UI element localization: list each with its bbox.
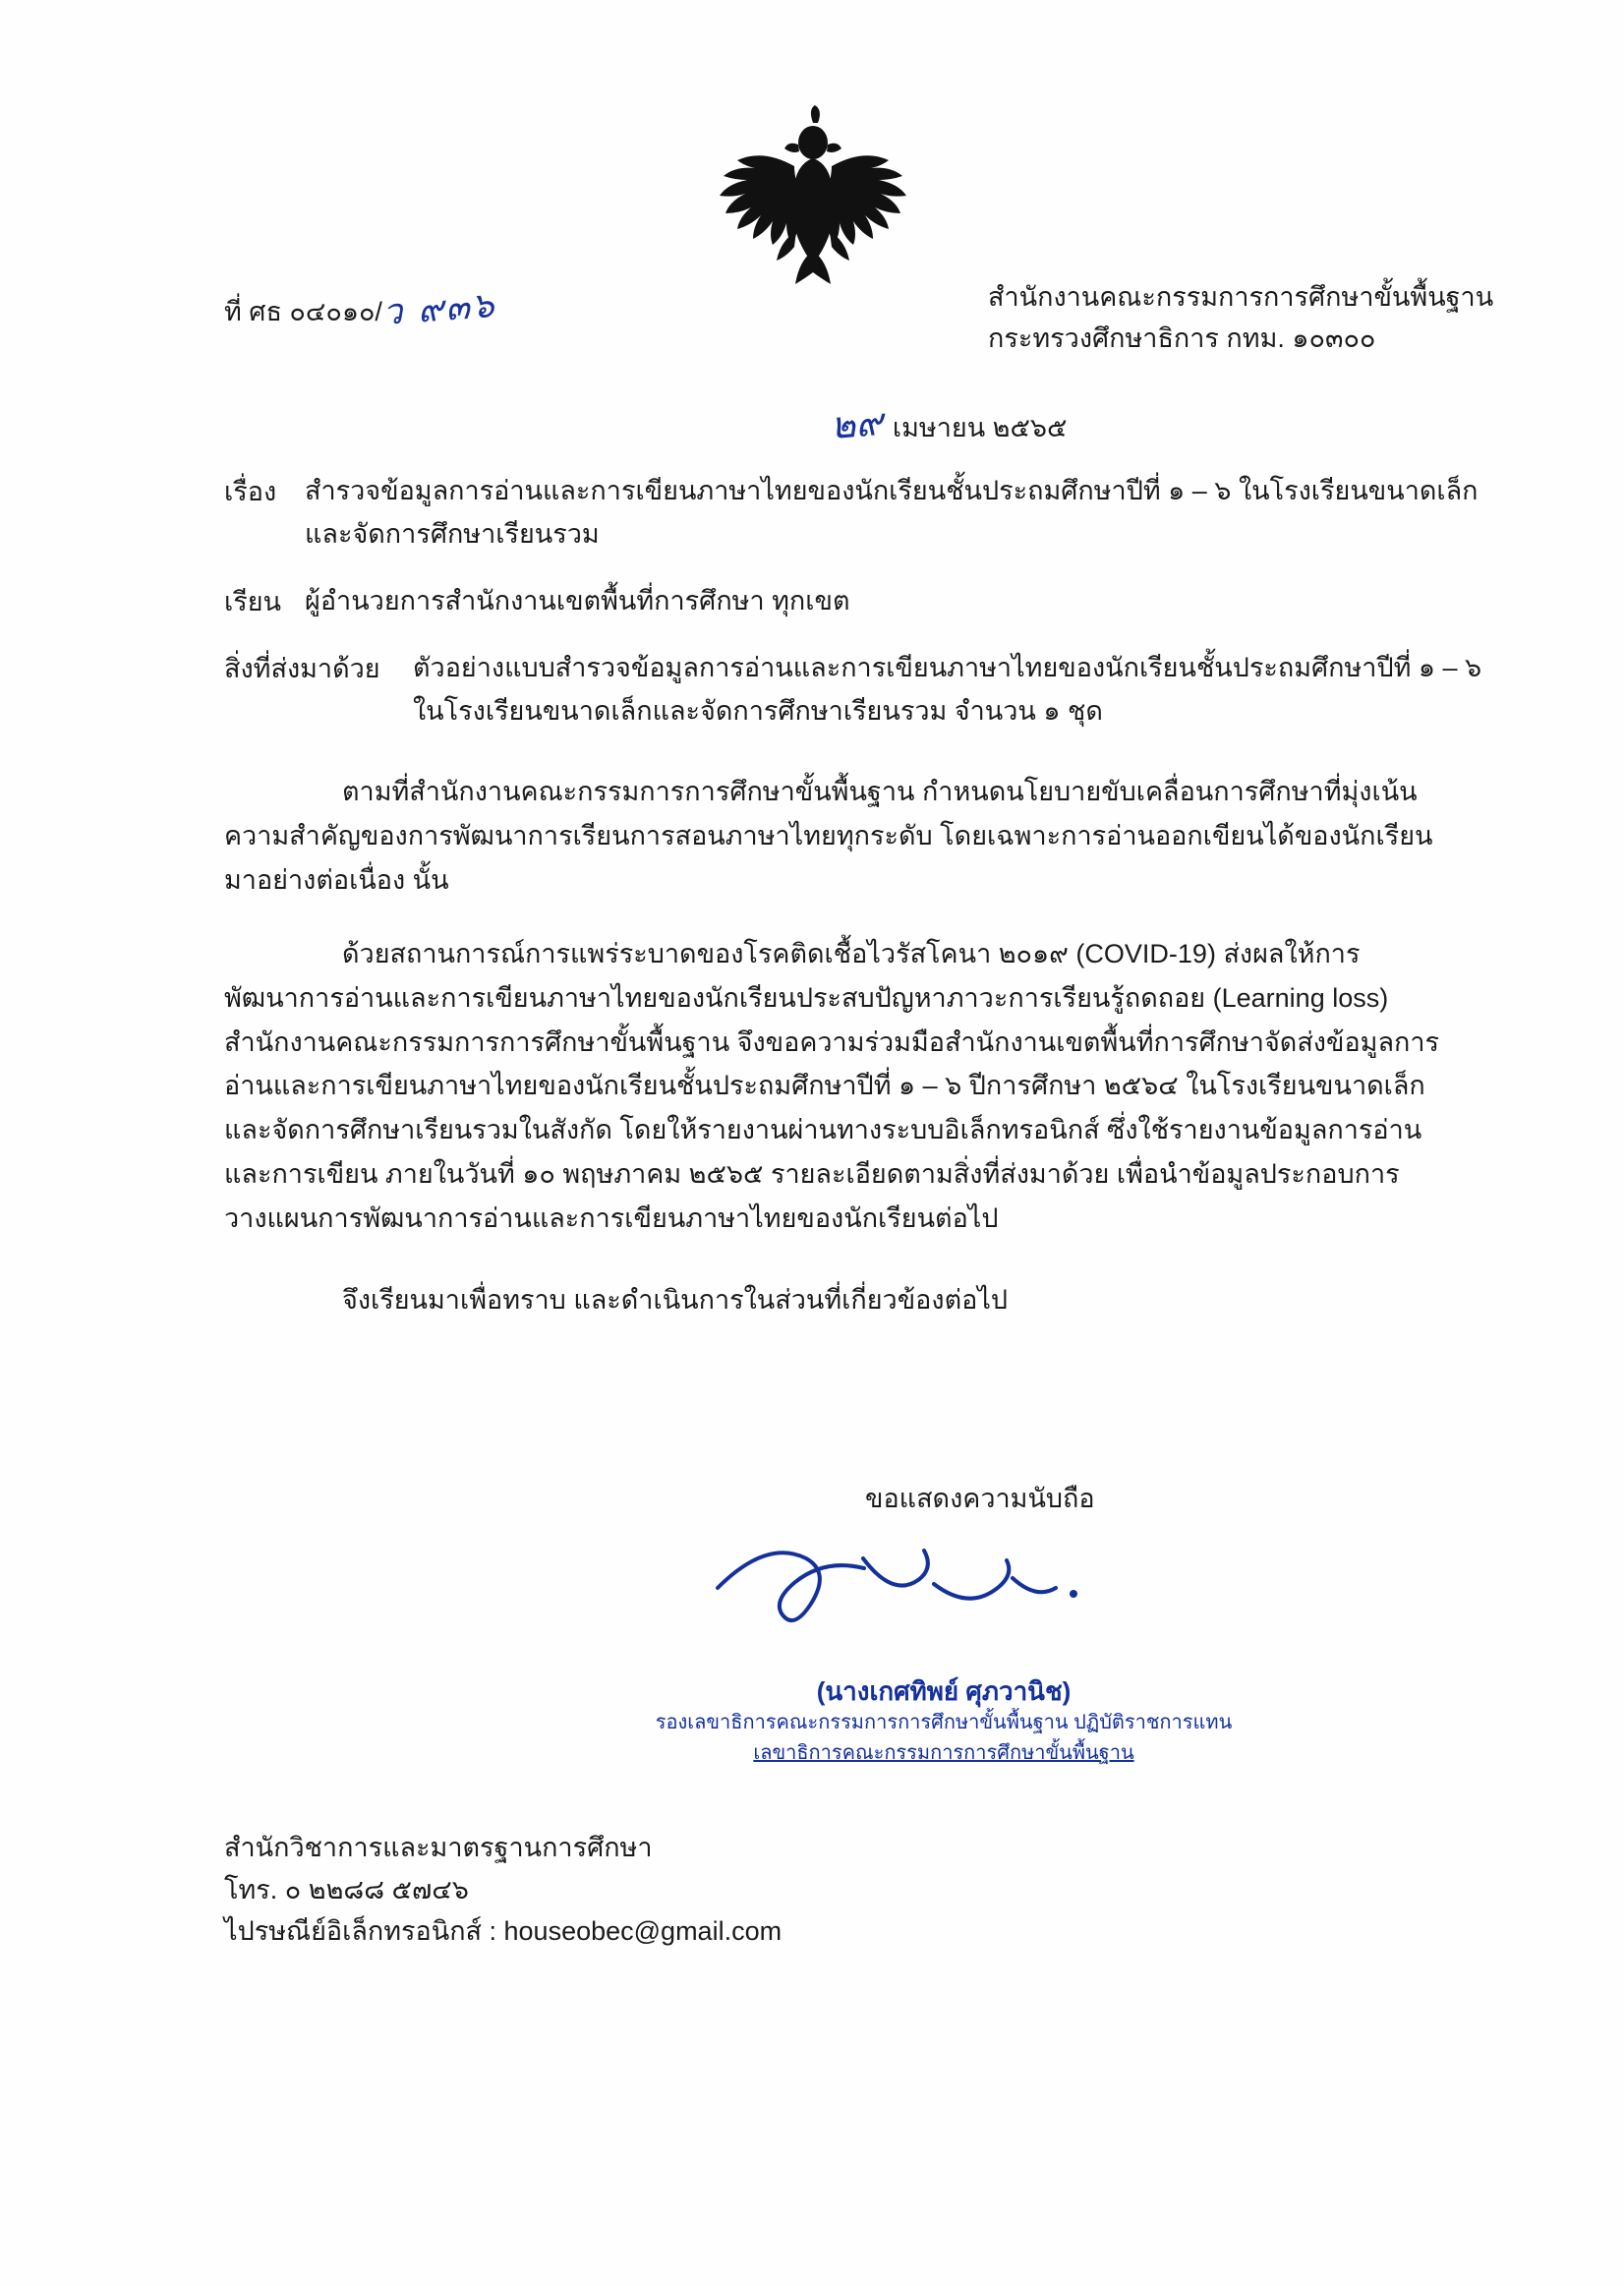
document-date-handwritten: ๒๙ — [829, 399, 885, 448]
paragraph-1: ตามที่สำนักงานคณะกรรมการการศึกษาขั้นพื้นฐาน กำหนดนโยบายขับเคลื่อนการศึกษาที่มุ่งเน้นความสำคัญของการพัฒนาการเรียนการสอนภาษาไทยทุกระดับ โดยเฉพาะการอ่านออกเขียนได้ของนักเรียนมาอย่างต่อเนื่อง นั้น — [224, 777, 1433, 895]
document-number-handwritten: ว ๙๓๖ — [380, 285, 497, 333]
closing-text: ขอแสดงความนับถือ — [865, 1484, 1095, 1513]
organization-block — [988, 277, 1493, 360]
paragraph-3: จึงเรียนมาเพื่อทราบ และดำเนินการในส่วนที่เกี่ยวข้องต่อไป — [342, 1285, 1009, 1315]
footer-email: ไปรษณีย์อิเล็กทรอนิกส์ : houseobec@gmail.com — [224, 1916, 783, 1947]
attachment-line-1: ตัวอย่างแบบสำรวจข้อมูลการอ่านและการเขียนภาษาไทยของนักเรียนชั้นประถมศึกษาปีที่ ๑ – ๖ — [413, 653, 1482, 682]
signature-mark — [688, 1519, 1199, 1657]
organization-line-2: กระทรวงศึกษาธิการ กทม. ๑๐๓๐๐ — [988, 322, 1376, 353]
subject-line-1: สำรวจข้อมูลการอ่านและการเขียนภาษาไทยของนักเรียนชั้นประถมศึกษาปีที่ ๑ – ๖ ในโรงเรียนขนาดเล็ก — [305, 476, 1479, 505]
footer-phone: โทร. ๐ ๒๒๘๘ ๕๗๔๖ — [224, 1874, 469, 1905]
footer-office: สำนักวิชาการและมาตรฐานการศึกษา — [224, 1833, 653, 1862]
document-date-text: เมษายน ๒๕๖๕ — [892, 413, 1068, 442]
paragraph-2: ด้วยสถานการณ์การแพร่ระบาดของโรคติดเชื้อไวรัสโคนา ๒๐๑๙ (COVID-19) ส่งผลให้การพัฒนาการอ่านและการเขียนภาษาไทยของนักเรียนประสบปัญหาภาวะการเรียนรู้ถดถอย (Learning loss) สำนักงานคณะกรรมการการศึกษาขั้นพื้นฐาน จึงขอความร่วมมือสำนักงานเขตพื้นที่การศึกษาจัดส่งข้อมูลการอ่านและการเขียนภาษาไทยของนักเรียนชั้นประถมศึกษาปีที่ ๑ – ๖ ปีการศึกษา ๒๕๖๔ ในโรงเรียนขนาดเล็กและจัดการศึกษาเรียนรวมในสังกัด โดยให้รายงานผ่านทางระบบอิเล็กทรอนิกส์ ซึ่งใช้รายงานข้อมูลการอ่านและการเขียน ภายในวันที่ ๑๐ พฤษภาคม ๒๕๖๕ รายละเอียดตามสิ่งที่ส่งมาด้วย เพื่อนำข้อมูลประกอบการวางแผนการพัฒนาการอ่านและการเขียนภาษาไทยของนักเรียนต่อไป — [224, 939, 1440, 1233]
footer-block — [224, 1827, 782, 1953]
to-label: เรียน — [224, 587, 282, 616]
to-value: ผู้อำนวยการสำนักงานเขตพื้นที่การศึกษา ทุกเขต — [305, 586, 850, 615]
subject-line-2: และจัดการศึกษาเรียนรวม — [305, 519, 600, 549]
document-number-prefix: ที่ ศธ ๐๔๐๑๐/ — [224, 297, 382, 326]
signature-role-line-2: เลขาธิการคณะกรรมการการศึกษาขั้นพื้นฐาน — [753, 1742, 1134, 1764]
document-number — [224, 280, 495, 336]
signature-name: (นางเกศทิพย์ ศุภวานิช) — [816, 1676, 1072, 1706]
signature-role-line-1: รองเลขาธิการคณะกรรมการการศึกษาขั้นพื้นฐาน ปฏิบัติราชการแทน — [655, 1712, 1233, 1733]
document-date — [831, 393, 1067, 453]
attachment-label: สิ่งที่ส่งมาด้วย — [224, 654, 380, 683]
subject-label: เรื่อง — [224, 477, 277, 506]
garuda-emblem-icon — [708, 103, 919, 295]
attachment-line-2: ในโรงเรียนขนาดเล็กและจัดการศึกษาเรียนรวม จำนวน ๑ ชุด — [413, 696, 1103, 726]
organization-line-1: สำนักงานคณะกรรมการการศึกษาขั้นพื้นฐาน — [988, 282, 1494, 312]
